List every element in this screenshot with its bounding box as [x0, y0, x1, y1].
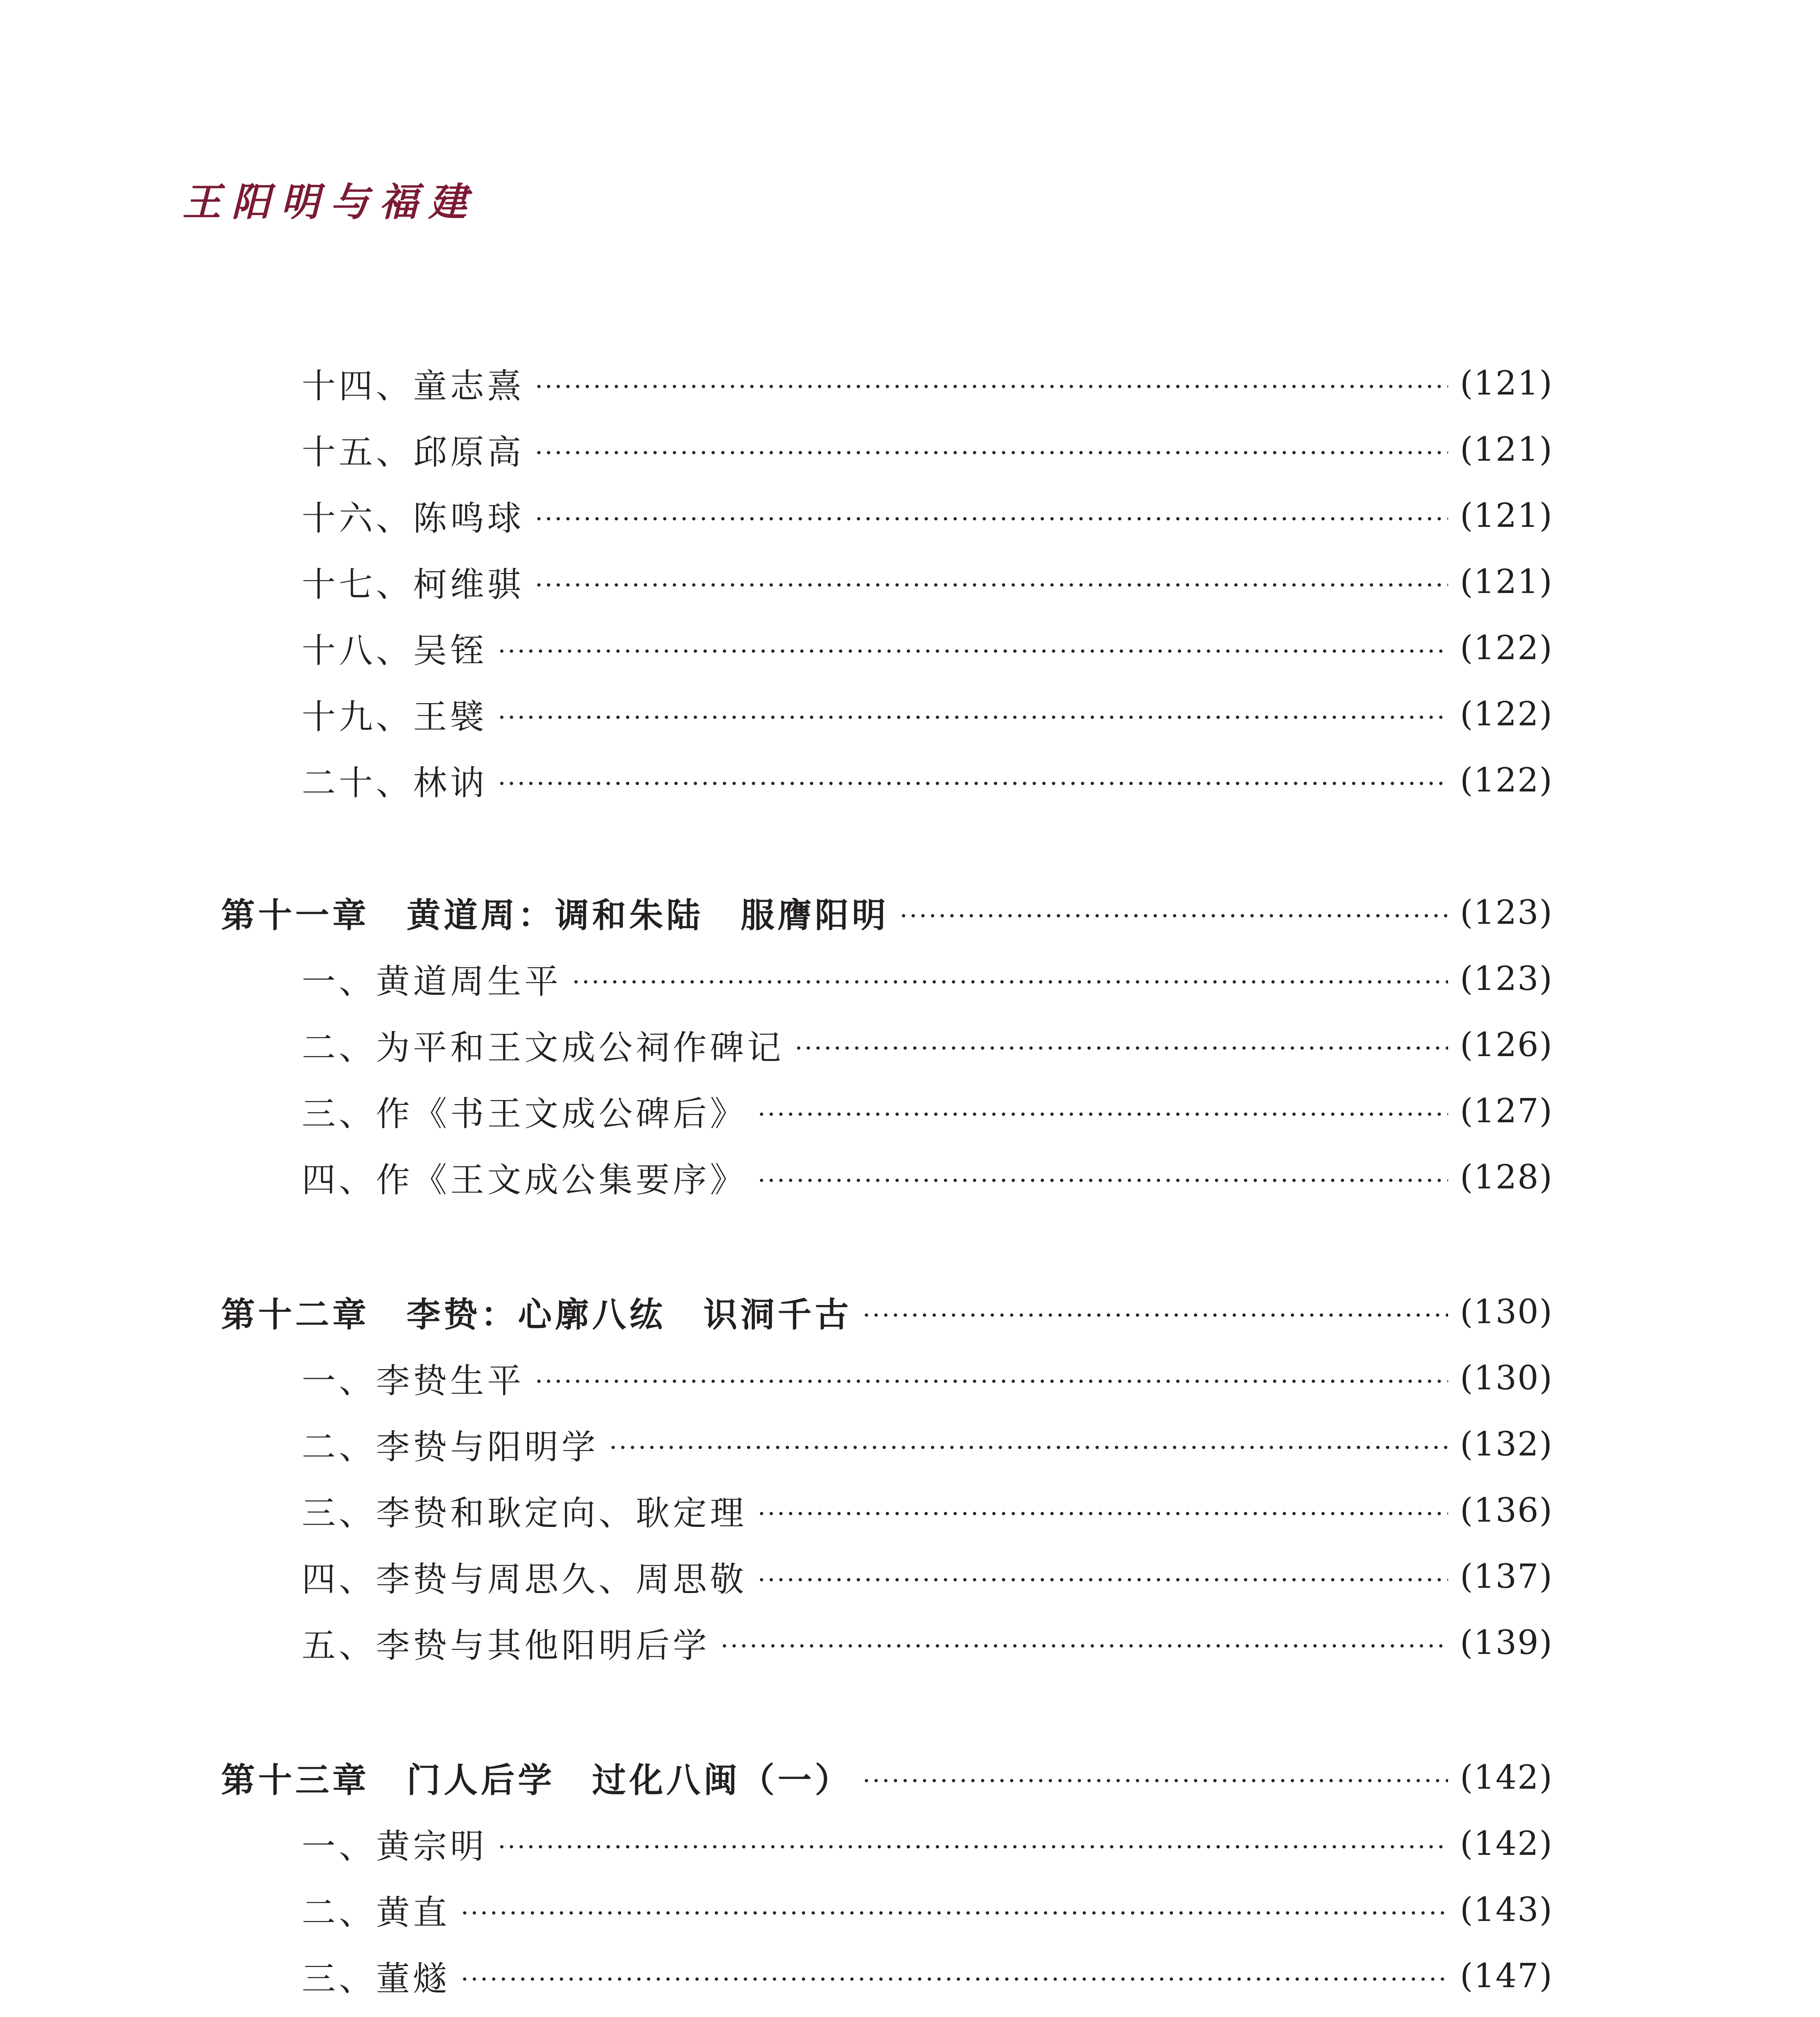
toc-entry-title: 十六、陈鸣球: [302, 498, 525, 538]
toc-entry-title: 二、为平和王文成公祠作碑记: [302, 1027, 785, 1067]
toc-entry-page: (121): [1460, 364, 1553, 403]
toc-section-entry[interactable]: [302, 1356, 1553, 1400]
toc-section-entry[interactable]: [302, 1422, 1553, 1466]
toc-entry-title: 十四、童志熹: [302, 366, 525, 406]
toc-section-entry[interactable]: [302, 1821, 1553, 1866]
toc-section-entry[interactable]: [302, 1089, 1553, 1133]
dot-leader: [862, 1779, 1448, 1783]
toc-section-entry[interactable]: [302, 626, 1553, 670]
dot-leader: [608, 1445, 1448, 1449]
toc-section-entry[interactable]: [302, 560, 1553, 604]
toc-section-entry[interactable]: [302, 361, 1553, 405]
toc-entry-page: (121): [1460, 430, 1553, 469]
toc-entry-page: (121): [1460, 562, 1553, 601]
dot-leader: [757, 1512, 1448, 1516]
dot-leader: [534, 451, 1448, 455]
toc-entry-page: (123): [1460, 959, 1553, 998]
toc-entry-page: (127): [1460, 1092, 1553, 1130]
dot-leader: [720, 1644, 1448, 1648]
toc-entry-page: (143): [1460, 1890, 1553, 1929]
running-head: 王阳明与福建: [182, 179, 478, 225]
dot-leader: [460, 1911, 1448, 1915]
dot-leader: [757, 1178, 1448, 1182]
toc-entry-title: 一、李贽生平: [302, 1361, 525, 1401]
toc-entry-title: 十九、王襞: [302, 697, 488, 737]
toc-entry-page: (122): [1460, 761, 1553, 800]
toc-entry-title: 二、李贽与阳明学: [302, 1427, 599, 1467]
dot-leader: [757, 1578, 1448, 1582]
toc-entry-title: 第十一章 黄道周：调和朱陆 服膺阳明: [221, 895, 889, 935]
dot-leader: [497, 715, 1448, 719]
toc-entry-page: (136): [1460, 1491, 1553, 1530]
toc-entry-page: (122): [1460, 695, 1553, 733]
toc-entry-page: (128): [1460, 1158, 1553, 1196]
toc-entry-page: (142): [1460, 1758, 1553, 1797]
toc-entry-title: 三、作《书王文成公碑后》: [302, 1094, 747, 1134]
toc-entry-page: (137): [1460, 1557, 1553, 1596]
toc-entry-page: (147): [1460, 1956, 1553, 1995]
toc-section-entry[interactable]: [302, 1554, 1553, 1599]
toc-entry-title: 一、黄道周生平: [302, 961, 562, 1001]
toc-entry-page: (139): [1460, 1623, 1553, 1662]
toc-section-entry[interactable]: [302, 1620, 1553, 1665]
toc-section-entry[interactable]: [302, 1888, 1553, 1932]
toc-chapter-entry[interactable]: [221, 890, 1553, 935]
toc-entry-title: 第十三章 门人后学 过化八闽（一）: [221, 1760, 852, 1800]
toc-entry-title: 五、李贽与其他阳明后学: [302, 1625, 710, 1665]
dot-leader: [757, 1112, 1448, 1116]
toc-entry-page: (126): [1460, 1025, 1553, 1064]
dot-leader: [497, 781, 1448, 785]
toc-entry-title: 十七、柯维骐: [302, 564, 525, 604]
toc-section-entry[interactable]: [302, 1488, 1553, 1533]
dot-leader: [862, 1313, 1448, 1317]
toc-entry-title: 第十二章 李贽：心廓八纮 识洞千古: [221, 1295, 852, 1334]
dot-leader: [497, 649, 1448, 653]
toc-entry-title: 一、黄宗明: [302, 1826, 488, 1866]
toc-chapter-entry[interactable]: [221, 1755, 1553, 1800]
toc-entry-page: (130): [1460, 1292, 1553, 1331]
toc-entry-title: 四、作《王文成公集要序》: [302, 1160, 747, 1200]
toc-section-entry[interactable]: [302, 1155, 1553, 1199]
toc-entry-page: (142): [1460, 1824, 1553, 1863]
toc-section-entry[interactable]: [302, 1954, 1553, 1998]
dot-leader: [534, 517, 1448, 521]
dot-leader: [794, 1046, 1448, 1050]
toc-section-entry[interactable]: [302, 758, 1553, 802]
toc-section-entry[interactable]: [302, 956, 1553, 1001]
dot-leader: [534, 384, 1448, 388]
toc-entry-page: (122): [1460, 628, 1553, 667]
toc-entry-title: 三、董燧: [302, 1959, 451, 1998]
toc-entry-page: (130): [1460, 1359, 1553, 1397]
toc-section-entry[interactable]: [302, 1023, 1553, 1067]
toc-section-entry[interactable]: [302, 692, 1553, 736]
toc-chapter-entry[interactable]: [221, 1290, 1553, 1334]
toc-entry-title: 四、李贽与周思久、周思敬: [302, 1559, 747, 1599]
toc-section-entry[interactable]: [302, 493, 1553, 538]
toc-entry-title: 十八、吴铚: [302, 631, 488, 670]
toc-entry-title: 二十、林讷: [302, 763, 488, 803]
toc-entry-title: 三、李贽和耿定向、耿定理: [302, 1493, 747, 1533]
toc-entry-title: 十五、邱原高: [302, 432, 525, 472]
dot-leader: [534, 1379, 1448, 1383]
toc-entry-page: (132): [1460, 1425, 1553, 1464]
dot-leader: [534, 583, 1448, 587]
dot-leader: [899, 914, 1448, 918]
toc-entry-page: (123): [1460, 893, 1553, 932]
dot-leader: [497, 1845, 1448, 1849]
dot-leader: [571, 980, 1448, 984]
toc-entry-title: 二、黄直: [302, 1892, 451, 1932]
toc-entry-page: (121): [1460, 496, 1553, 535]
toc-section-entry[interactable]: [302, 427, 1553, 472]
dot-leader: [460, 1977, 1448, 1981]
